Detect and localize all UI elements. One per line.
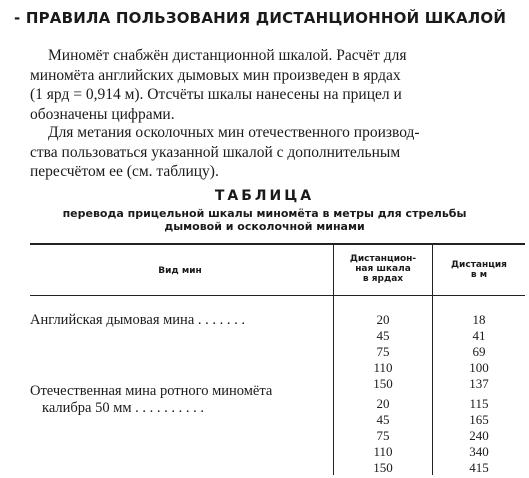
paragraph-2-line: ства пользоваться указанной шкалой с дополнительным: [30, 143, 401, 161]
meters-cell: 240: [469, 428, 489, 443]
yards-cell: 45: [376, 328, 390, 343]
section-heading: - ПРАВИЛА ПОЛЬЗОВАНИЯ ДИСТАНЦИОННОЙ ШКАЛОЙ: [14, 9, 507, 27]
paragraph-2-line: Для метания осколочных мин отечественного производ-: [48, 124, 420, 141]
meters-cell: 69: [472, 344, 486, 359]
mine-type-label: Отечественная мина ротного миномёта: [30, 383, 273, 399]
yards-cell: 75: [376, 428, 390, 443]
yards-cell: 45: [376, 412, 390, 427]
table-top-rule: [30, 243, 525, 245]
header-line: в м: [470, 270, 488, 280]
meters-cell: 100: [469, 360, 489, 375]
meters-cell: 115: [469, 396, 489, 411]
mine-type-label: Английская дымовая мина . . . . . . .: [30, 312, 246, 328]
meters-cell: 41: [472, 328, 486, 343]
meters-cell: 415: [469, 460, 489, 475]
yards-cell: 20: [376, 312, 390, 327]
yards-column-group1: [334, 312, 432, 392]
yards-cell: 20: [376, 396, 390, 411]
paragraph-2-line: пересчётом ее (см. таблицу).: [30, 163, 219, 180]
meters-cell: 165: [469, 412, 489, 427]
meters-column-group2: [433, 396, 525, 476]
paragraph-1: [30, 46, 523, 124]
yards-cell: 150: [373, 460, 393, 475]
header-distance-meters: [433, 260, 525, 280]
header-line: ная шкала: [355, 264, 411, 274]
table-title: ТАБЛИЦА: [214, 188, 315, 204]
paragraph-1-line: (1 ярд = 0,914 м). Отсчёты шкалы нанесены на прицел и: [30, 86, 402, 103]
meters-cell: 340: [469, 444, 489, 459]
header-line: Дистанция: [451, 260, 507, 270]
yards-column-group2: [334, 396, 432, 476]
header-line: Дистанцион-: [349, 254, 417, 264]
paragraph-2: [30, 123, 523, 182]
paragraph-1-line: миномёта английских дымовых мин произведен в ярдах: [30, 66, 401, 84]
yards-cell: 75: [376, 344, 390, 359]
table-subtitle-line: дымовой и осколочной минами: [164, 220, 365, 233]
mine-type-label: калибра 50 мм . . . . . . . . . .: [42, 400, 205, 416]
paragraph-1-line: Миномёт снабжён дистанционной шкалой. Расчёт для: [48, 47, 407, 64]
meters-column-group1: [433, 312, 525, 392]
header-mine-type: Вид мин: [158, 266, 202, 276]
yards-cell: 110: [373, 360, 393, 375]
meters-cell: 18: [472, 312, 486, 327]
table-header-rule: [30, 295, 525, 296]
header-line: в ярдах: [362, 274, 404, 284]
meters-cell: 137: [469, 376, 489, 391]
table-subtitle: [0, 207, 529, 233]
yards-cell: 110: [373, 444, 393, 459]
table-subtitle-line: перевода прицельной шкалы миномёта в метры для стрельбы: [62, 207, 467, 220]
paragraph-1-line: обозначены цифрами.: [30, 105, 175, 123]
yards-cell: 150: [373, 376, 393, 391]
header-distance-yards: [334, 254, 432, 284]
